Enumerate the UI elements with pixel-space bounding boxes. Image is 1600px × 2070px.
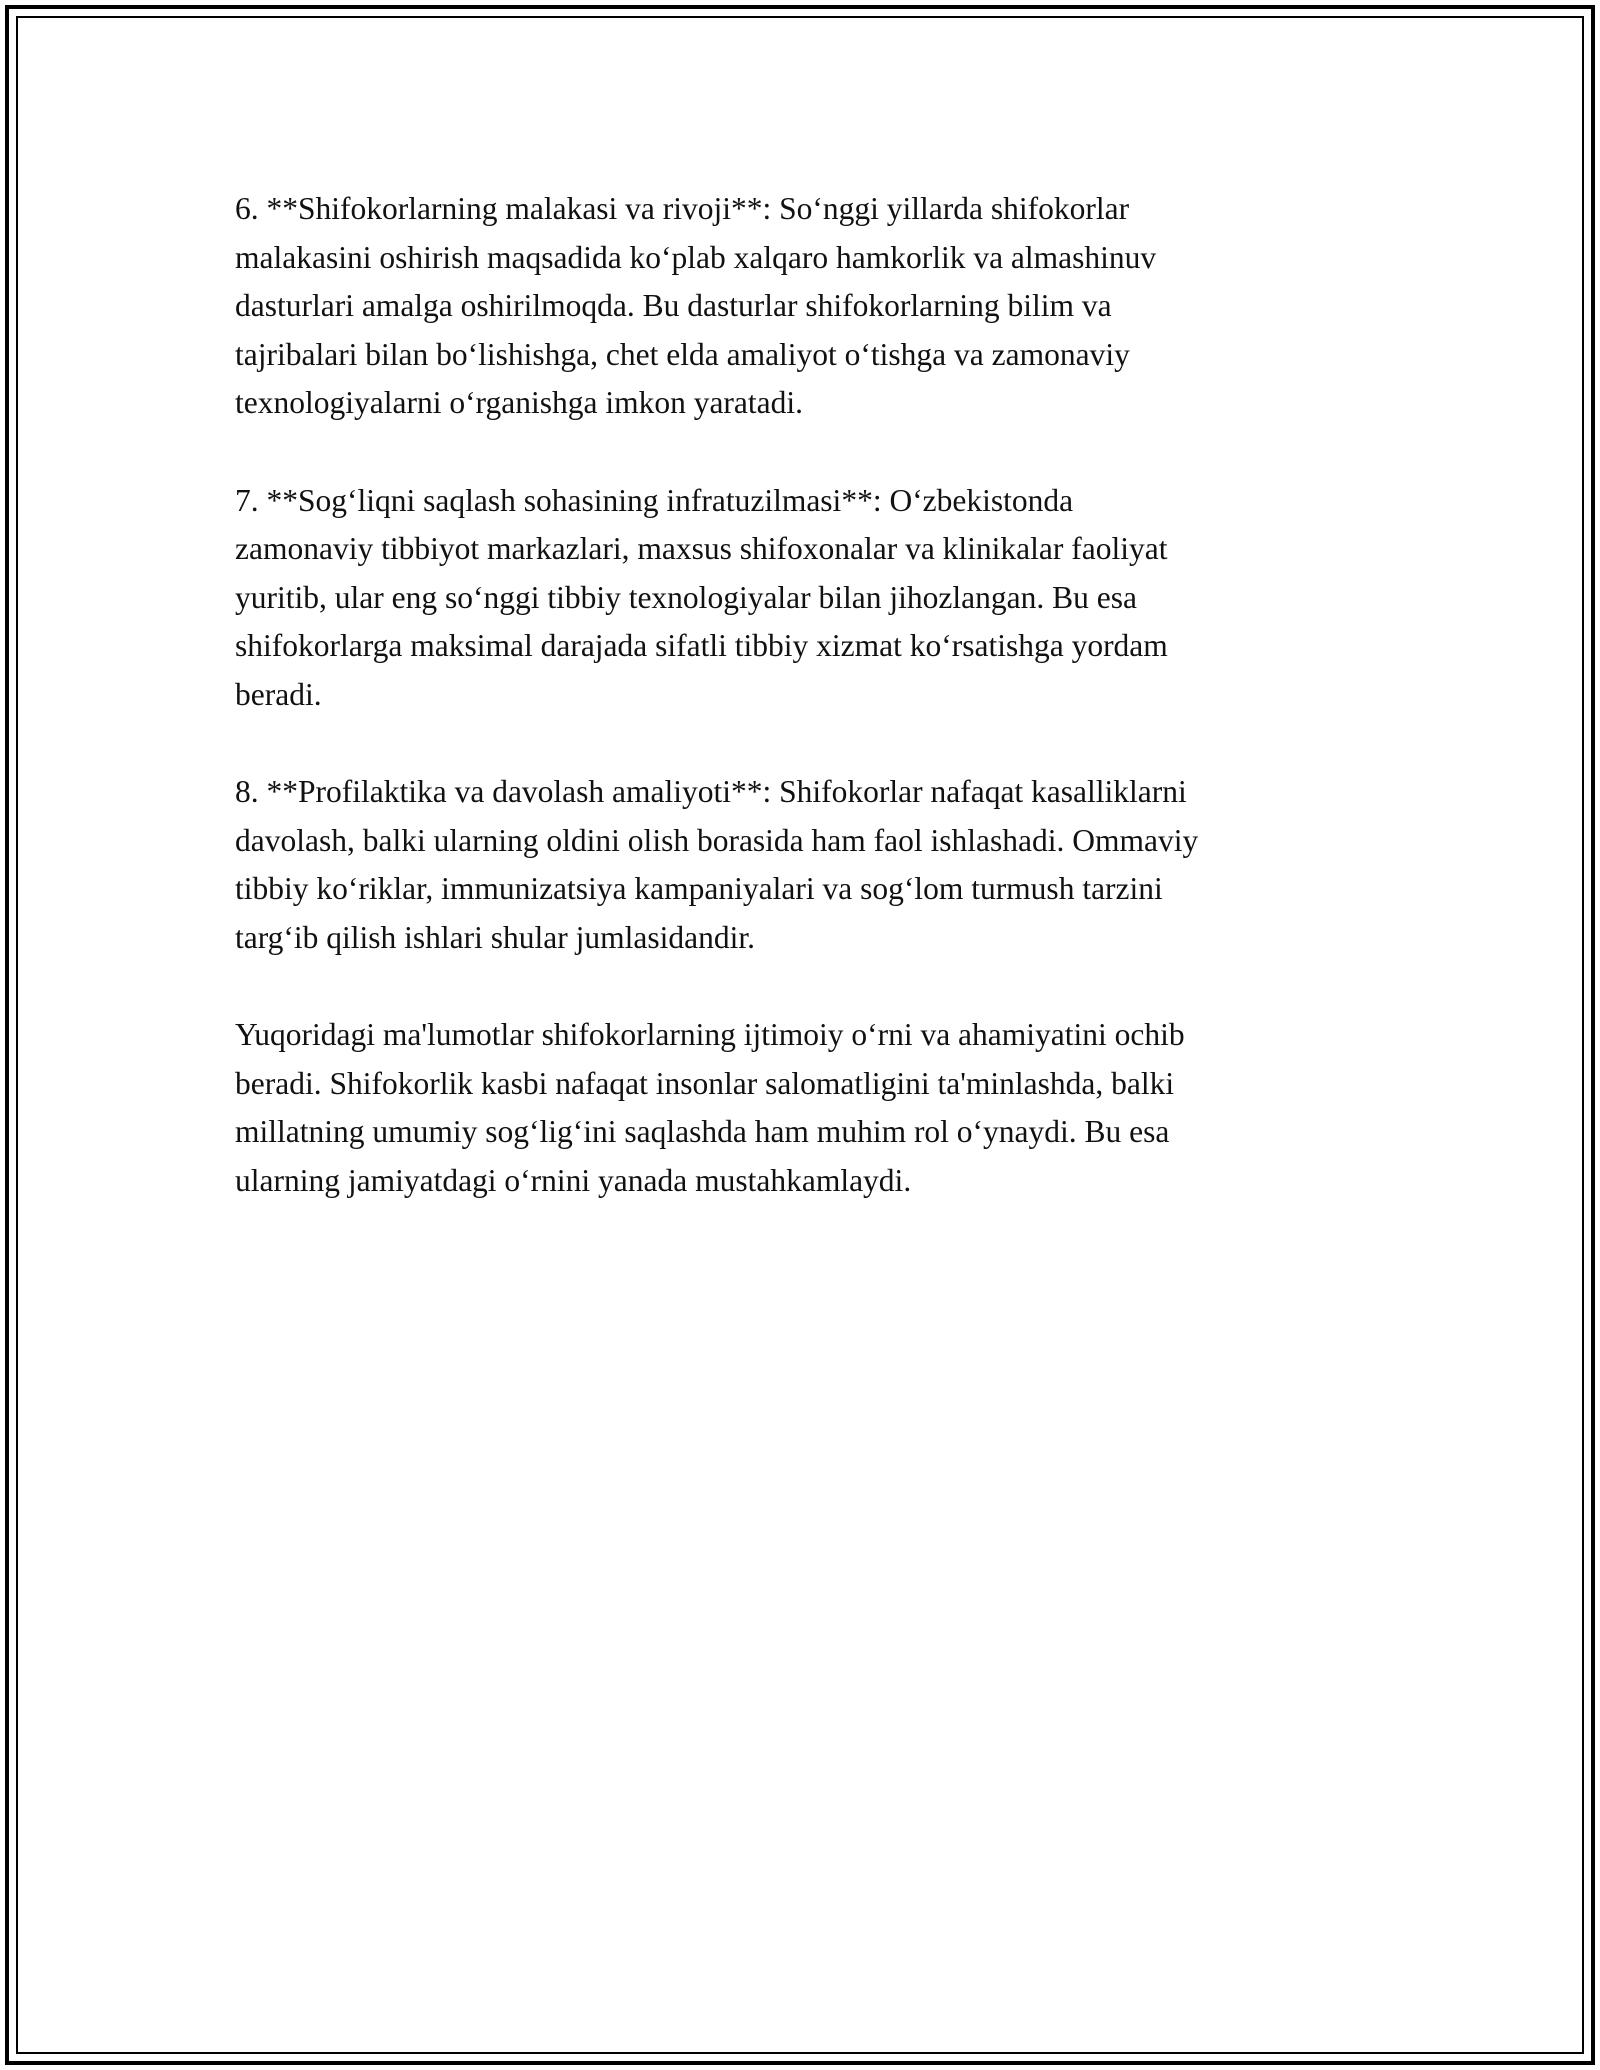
document-body — [235, 185, 1375, 1254]
paragraph-prevention-treatment: 8. **Profilaktika va davolash amaliyoti**: Shifokorlar nafaqat kasalliklarni davolash, balki ularning oldini olish borasida ham faol ishlashadi. Ommaviy tibbiy ko‘riklar, immunizatsiya kampaniyalari va sog‘lom turmush tarzini targ‘ib qilish ishlari shular jumlasidandir. — [235, 774, 1199, 955]
paragraph-healthcare-infrastructure: 7. **Sog‘liqni saqlash sohasining infratuzilmasi**: O‘zbekistonda zamonaviy tibbiyot markazlari, maxsus shifoxonalar va klinikalar faoliyat yuritib, ular eng so‘nggi tibbiy texnologiyalar bilan jihozlangan. Bu esa shifokorlarga maksimal darajada sifatli tibbiy xizmat ko‘rsatishga yordam beradi. — [235, 482, 1168, 712]
paragraph-conclusion: Yuqoridagi ma'lumotlar shifokorlarning ijtimoiy o‘rni va ahamiyatini ochib beradi. Shifokorlik kasbi nafaqat insonlar salomatligini ta'minlashda, balki millatning umumiy sog‘lig‘ini saqlashda ham muhim rol o‘ynaydi. Bu esa ularning jamiyatdagi o‘rnini yanada mustahkamlaydi. — [235, 1017, 1185, 1198]
paragraph-doctor-qualification: 6. **Shifokorlarning malakasi va rivoji**: So‘nggi yillarda shifokorlar malakasini oshirish maqsadida ko‘plab xalqaro hamkorlik va almashinuv dasturlari amalga oshirilmoqda. Bu dasturlar shifokorlarning bilim va tajribalari bilan bo‘lishishga, chet elda amaliyot o‘tishga va zamonaviy texnologiyalarni o‘rganishga imkon yaratadi. — [235, 191, 1157, 421]
